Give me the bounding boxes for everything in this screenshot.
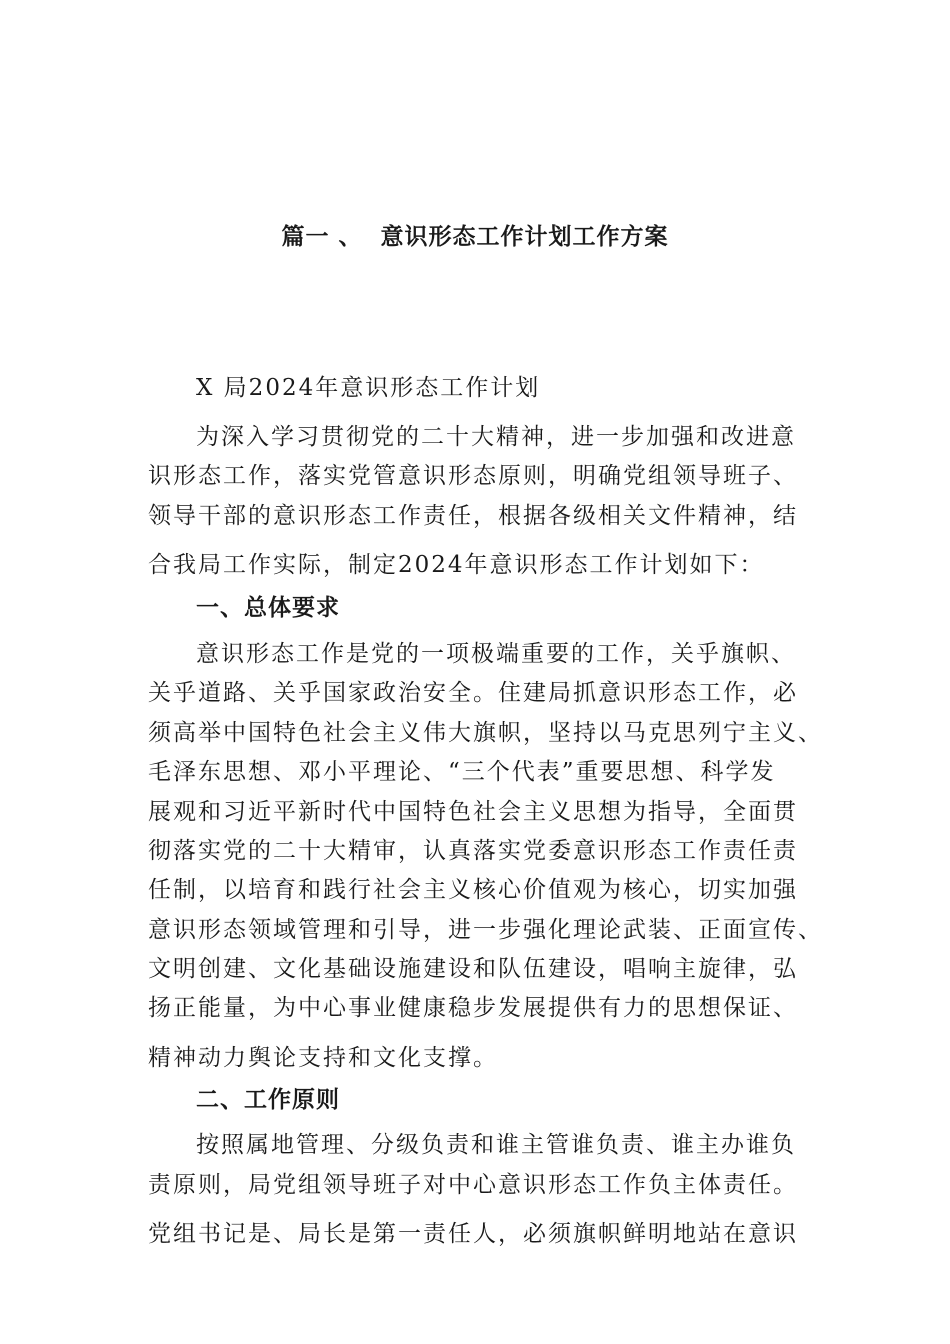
paragraph-line: 任制，以培育和践行社会主义核心价值观为核心，切实加强 (148, 877, 798, 903)
paragraph-line: 意识形态工作是党的一项极端重要的工作，关乎旗帜、 (196, 641, 796, 667)
intro-line: 为深入学习贯彻党的二十大精神，进一步加强和改进意 (196, 424, 796, 450)
paragraph-line: 按照属地管理、分级负责和谁主管谁负责、谁主办谁负 (196, 1132, 796, 1158)
paragraph-line: 党组书记是、局长是第一责任人，必须旗帜鲜明地站在意识 (148, 1221, 798, 1247)
plan-subtitle: X 局2024年意识形态工作计划 (196, 375, 541, 401)
intro-line: 合我局工作实际，制定2024年意识形态工作计划如下： (148, 552, 765, 578)
intro-line: 领导干部的意识形态工作责任，根据各级相关文件精神，结 (148, 503, 798, 529)
section-heading-principles: 二、工作原则 (196, 1087, 340, 1113)
paragraph-line: 毛泽东思想、邓小平理论、“三个代表”重要思想、科学发 (148, 759, 776, 785)
paragraph-line: 须高举中国特色社会主义伟大旗帜，坚持以马克思列宁主义、 (148, 720, 823, 746)
paragraph-line: 彻落实党的二十大精审，认真落实党委意识形态工作责任责 (148, 838, 798, 864)
paragraph-line: 关乎道路、关乎国家政治安全。住建局抓意识形态工作，必 (148, 680, 798, 706)
paragraph-line: 展观和习近平新时代中国特色社会主义思想为指导，全面贯 (148, 799, 798, 825)
paragraph-line: 责原则，局党组领导班子对中心意识形态工作负主体责任。 (148, 1172, 798, 1198)
paragraph-line: 扬正能量，为中心事业健康稳步发展提供有力的思想保证、 (148, 995, 798, 1021)
document-title: 篇一 、 意识形态工作计划工作方案 (281, 224, 669, 250)
paragraph-line: 意识形态领域管理和引导，进一步强化理论武装、正面宣传、 (148, 917, 823, 943)
section-heading-general: 一、总体要求 (196, 595, 340, 621)
paragraph-line: 文明创建、文化基础设施建设和队伍建设，唱响主旋律，弘 (148, 956, 798, 982)
intro-line: 识形态工作，落实党管意识形态原则，明确党组领导班子、 (148, 463, 798, 489)
paragraph-line: 精神动力舆论支持和文化支撑。 (148, 1045, 498, 1071)
